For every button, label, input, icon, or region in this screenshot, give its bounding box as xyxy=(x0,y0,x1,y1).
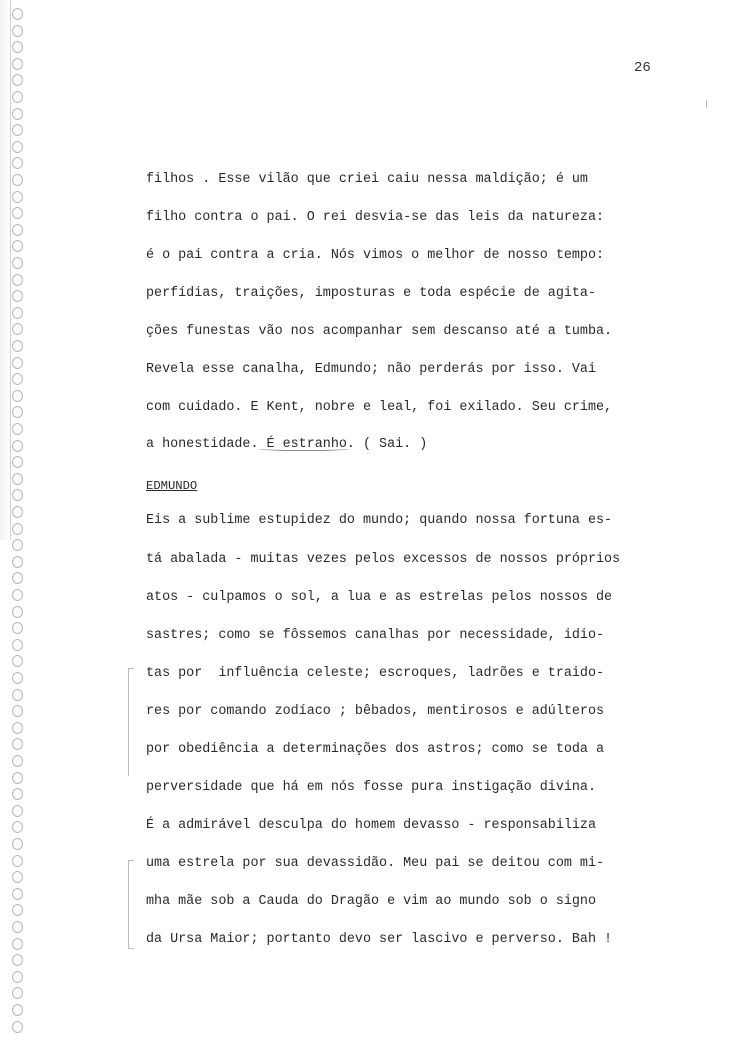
punch-hole xyxy=(12,323,23,335)
text-line: perversidade que há em nós fosse pura instigação divina. xyxy=(146,780,596,795)
punch-hole xyxy=(12,1021,23,1033)
punch-hole xyxy=(12,25,23,37)
punch-hole xyxy=(12,406,23,418)
punch-hole xyxy=(12,705,23,717)
text-line: filho contra o pai. O rei desvia-se das leis da natureza: xyxy=(146,210,605,225)
text-line: res por comando zodíaco ; bêbados, mentirosos e adúlteros xyxy=(146,704,605,719)
text-line: mha mãe sob a Cauda do Dragão e vim ao mundo sob o signo xyxy=(146,894,596,909)
text-line: tá abalada - muitas vezes pelos excessos de nossos próprios xyxy=(146,552,621,567)
punch-hole xyxy=(12,589,23,601)
punch-hole xyxy=(12,157,23,169)
punch-hole xyxy=(12,722,23,734)
punch-hole xyxy=(12,423,23,435)
page-number: 26 xyxy=(634,60,651,76)
handwritten-underline xyxy=(258,445,350,451)
punch-hole xyxy=(12,506,23,518)
punch-hole xyxy=(12,788,23,800)
punch-hole xyxy=(12,805,23,817)
text-line: Eis a sublime estupidez do mundo; quando nossa fortuna es- xyxy=(146,513,613,528)
punch-hole xyxy=(12,821,23,833)
margin-bracket xyxy=(128,860,135,948)
punch-hole xyxy=(12,41,23,53)
punch-hole xyxy=(12,556,23,568)
punch-hole xyxy=(12,971,23,983)
punch-hole xyxy=(12,1004,23,1016)
punch-hole xyxy=(12,755,23,767)
punch-hole xyxy=(12,772,23,784)
punch-hole xyxy=(12,871,23,883)
text-line: com cuidado. E Kent, nobre e leal, foi exilado. Seu crime, xyxy=(146,400,613,415)
punch-hole xyxy=(12,224,23,236)
punch-hole xyxy=(12,838,23,850)
punch-hole xyxy=(12,689,23,701)
punch-hole xyxy=(12,888,23,900)
punch-hole xyxy=(12,124,23,136)
punch-hole xyxy=(12,357,23,369)
text-line: ções funestas vão nos acompanhar sem descanso até a tumba. xyxy=(146,324,613,339)
margin-bracket xyxy=(128,668,135,776)
punch-hole-column xyxy=(12,8,28,1058)
punch-hole xyxy=(12,539,23,551)
punch-hole xyxy=(12,8,23,20)
punch-hole xyxy=(12,639,23,651)
punch-hole xyxy=(12,606,23,618)
stray-pen-mark xyxy=(706,100,709,108)
punch-hole xyxy=(12,921,23,933)
text-line: tas por influência celeste; escroques, ladrões e traido- xyxy=(146,666,605,681)
punch-hole xyxy=(12,622,23,634)
punch-hole xyxy=(12,290,23,302)
text-line: a honestidade. É estranho. ( Sai. ) xyxy=(146,437,428,452)
text-line: É a admirável desculpa do homem devasso - responsabiliza xyxy=(146,818,596,833)
punch-hole xyxy=(12,523,23,535)
punch-hole xyxy=(12,240,23,252)
margin-bracket-tick xyxy=(128,860,134,861)
margin-bracket-tick xyxy=(128,668,134,669)
punch-hole xyxy=(12,572,23,584)
text-line: é o pai contra a cria. Nós vimos o melhor de nosso tempo: xyxy=(146,248,605,263)
punch-hole xyxy=(12,855,23,867)
punch-hole xyxy=(12,340,23,352)
text-line: por obediência a determinações dos astros; como se toda a xyxy=(146,742,605,757)
text-line: Revela esse canalha, Edmundo; não perderás por isso. Vai xyxy=(146,362,596,377)
punch-hole xyxy=(12,91,23,103)
text-line: filhos . Esse vilão que criei caiu nessa maldição; é um xyxy=(146,172,588,187)
punch-hole xyxy=(12,987,23,999)
punch-hole xyxy=(12,74,23,86)
punch-hole xyxy=(12,456,23,468)
punch-hole xyxy=(12,191,23,203)
punch-hole xyxy=(12,473,23,485)
punch-hole xyxy=(12,373,23,385)
punch-hole xyxy=(12,938,23,950)
punch-hole xyxy=(12,904,23,916)
binder-margin xyxy=(0,0,11,540)
punch-hole xyxy=(12,489,23,501)
margin-bracket-tick xyxy=(128,948,134,949)
punch-hole xyxy=(12,174,23,186)
punch-hole xyxy=(12,655,23,667)
text-line: sastres; como se fôssemos canalhas por necessidade, idio- xyxy=(146,628,605,643)
text-line: atos - culpamos o sol, a lua e as estrelas pelos nossos de xyxy=(146,590,613,605)
punch-hole xyxy=(12,207,23,219)
punch-hole xyxy=(12,390,23,402)
punch-hole xyxy=(12,108,23,120)
punch-hole xyxy=(12,954,23,966)
punch-hole xyxy=(12,672,23,684)
punch-hole xyxy=(12,738,23,750)
text-line: da Ursa Maior; portanto devo ser lascivo e perverso. Bah ! xyxy=(146,932,613,947)
text-line: perfídias, traições, imposturas e toda espécie de agita- xyxy=(146,286,596,301)
speaker-name: EDMUNDO xyxy=(146,479,198,493)
punch-hole xyxy=(12,307,23,319)
punch-hole xyxy=(12,274,23,286)
punch-hole xyxy=(12,440,23,452)
punch-hole xyxy=(12,141,23,153)
punch-hole xyxy=(12,58,23,70)
text-line: uma estrela por sua devassidão. Meu pai se deitou com mi- xyxy=(146,856,605,871)
punch-hole xyxy=(12,257,23,269)
